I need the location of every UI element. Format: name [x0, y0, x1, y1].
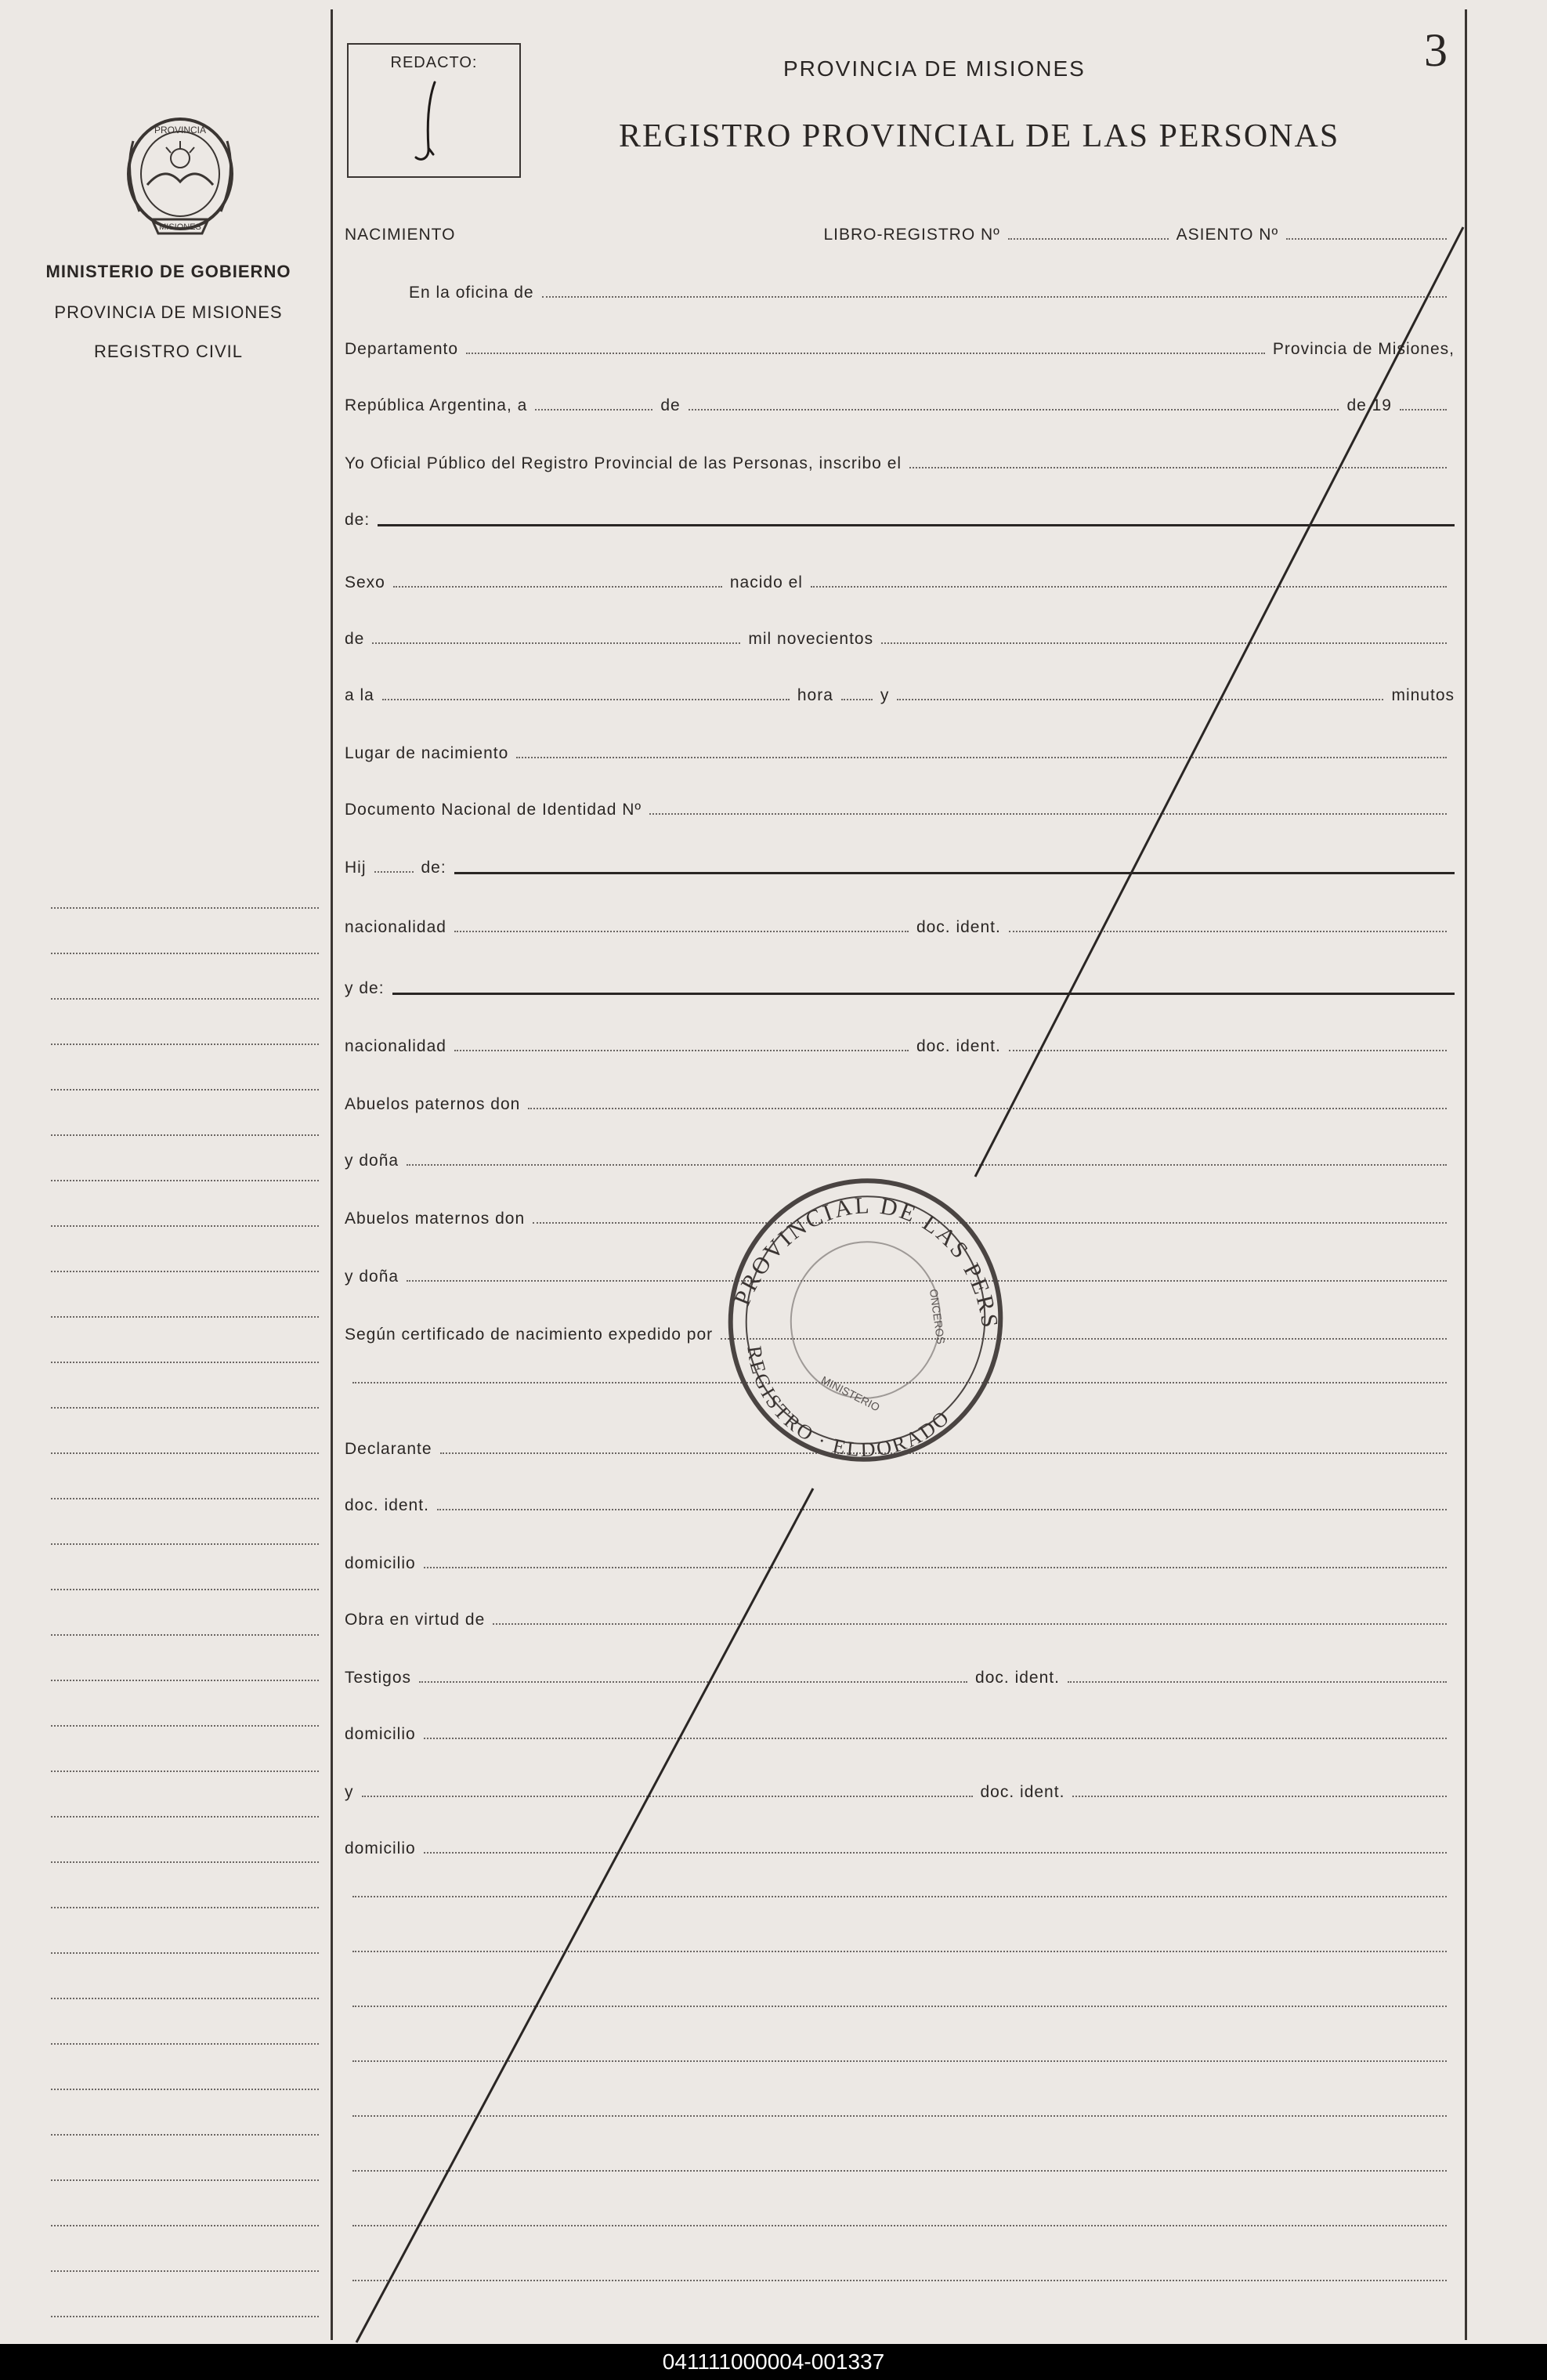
field-label: doc. ident.	[916, 918, 1001, 936]
redacto-label: REDACTO:	[390, 54, 478, 71]
province-title: PROVINCIA DE MISIONES	[783, 56, 1086, 81]
field-label: Yo Oficial Público del Registro Provincial de las Personas, inscribo el	[345, 454, 902, 472]
stamp-outer-text: PROVINCIAL DE LAS PERSONAS	[728, 1192, 1003, 1332]
ministry-label: MINISTERIO DE GOBIERNO	[45, 262, 291, 281]
stamp-inner-top: ONCEROS	[927, 1288, 948, 1345]
field-label: NACIMIENTO	[345, 226, 456, 244]
field-label: Obra en virtud de	[345, 1611, 486, 1629]
field-label: y	[880, 686, 890, 704]
seal-text-top: PROVINCIA	[154, 125, 207, 136]
field-label: Hij	[345, 859, 367, 877]
field-label: y doña	[345, 1268, 399, 1286]
field-label: y de:	[345, 979, 385, 997]
field-label: doc. ident.	[975, 1669, 1060, 1687]
civil-registry-label: REGISTRO CIVIL	[93, 342, 244, 361]
field-label: domicilio	[345, 1554, 416, 1572]
field-label: de:	[345, 511, 370, 529]
stamp-bottom-text: REGISTRO · ELDORADO	[743, 1344, 956, 1462]
field-label: nacido el	[729, 573, 803, 591]
registry-title: REGISTRO PROVINCIAL DE LAS PERSONAS	[619, 118, 1340, 154]
field-label: Lugar de nacimiento	[345, 744, 509, 762]
side-province-label: PROVINCIA DE MISIONES	[54, 302, 283, 322]
field-label: doc. ident.	[916, 1037, 1001, 1055]
field-label: de 19	[1346, 396, 1392, 414]
field-label: de:	[421, 859, 446, 877]
field-label: Según certificado de nacimiento expedido por	[345, 1326, 714, 1344]
field-label: a la	[345, 686, 374, 704]
field-label: Provincia de Misiones,	[1272, 340, 1455, 358]
official-stamp	[709, 1167, 1022, 1473]
field-label: ASIENTO Nº	[1176, 226, 1279, 244]
field-label: doc. ident.	[345, 1496, 429, 1514]
page-number: 3	[1424, 24, 1448, 76]
field-label: nacionalidad	[345, 1037, 446, 1055]
field-label: Sexo	[345, 573, 385, 591]
field-label: Documento Nacional de Identidad Nº	[345, 801, 642, 819]
field-label: Abuelos paternos don	[345, 1095, 521, 1113]
strike-line-lower	[356, 1488, 813, 2342]
strike-line-upper	[975, 227, 1463, 1177]
field-label: minutos	[1391, 686, 1455, 704]
field-label: Declarante	[345, 1440, 432, 1458]
field-label: Testigos	[345, 1669, 412, 1687]
seal-text-bottom: MISIONES	[159, 222, 201, 232]
field-label: domicilio	[345, 1725, 416, 1743]
field-label: República Argentina, a	[345, 396, 528, 414]
field-label: mil novecientos	[748, 630, 874, 648]
field-label: En la oficina de	[409, 284, 534, 302]
svg-text:PROVINCIAL DE LAS PERSONAS	[709, 1167, 1022, 1361]
field-label: y	[345, 1783, 354, 1801]
field-label: Abuelos maternos don	[345, 1210, 526, 1228]
field-label: LIBRO-REGISTRO Nº	[823, 226, 1000, 244]
archive-id-footer: 041111000004-001337	[0, 2344, 1547, 2380]
field-label: doc. ident.	[980, 1783, 1065, 1801]
field-label: de	[345, 630, 365, 648]
field-label: hora	[797, 686, 833, 704]
field-label: nacionalidad	[345, 918, 446, 936]
field-label: de	[660, 396, 681, 414]
field-label: y doña	[345, 1152, 399, 1170]
field-label: domicilio	[345, 1839, 416, 1857]
field-label: Departamento	[345, 340, 459, 358]
stamp-inner-bottom: MINISTERIO	[819, 1373, 882, 1414]
